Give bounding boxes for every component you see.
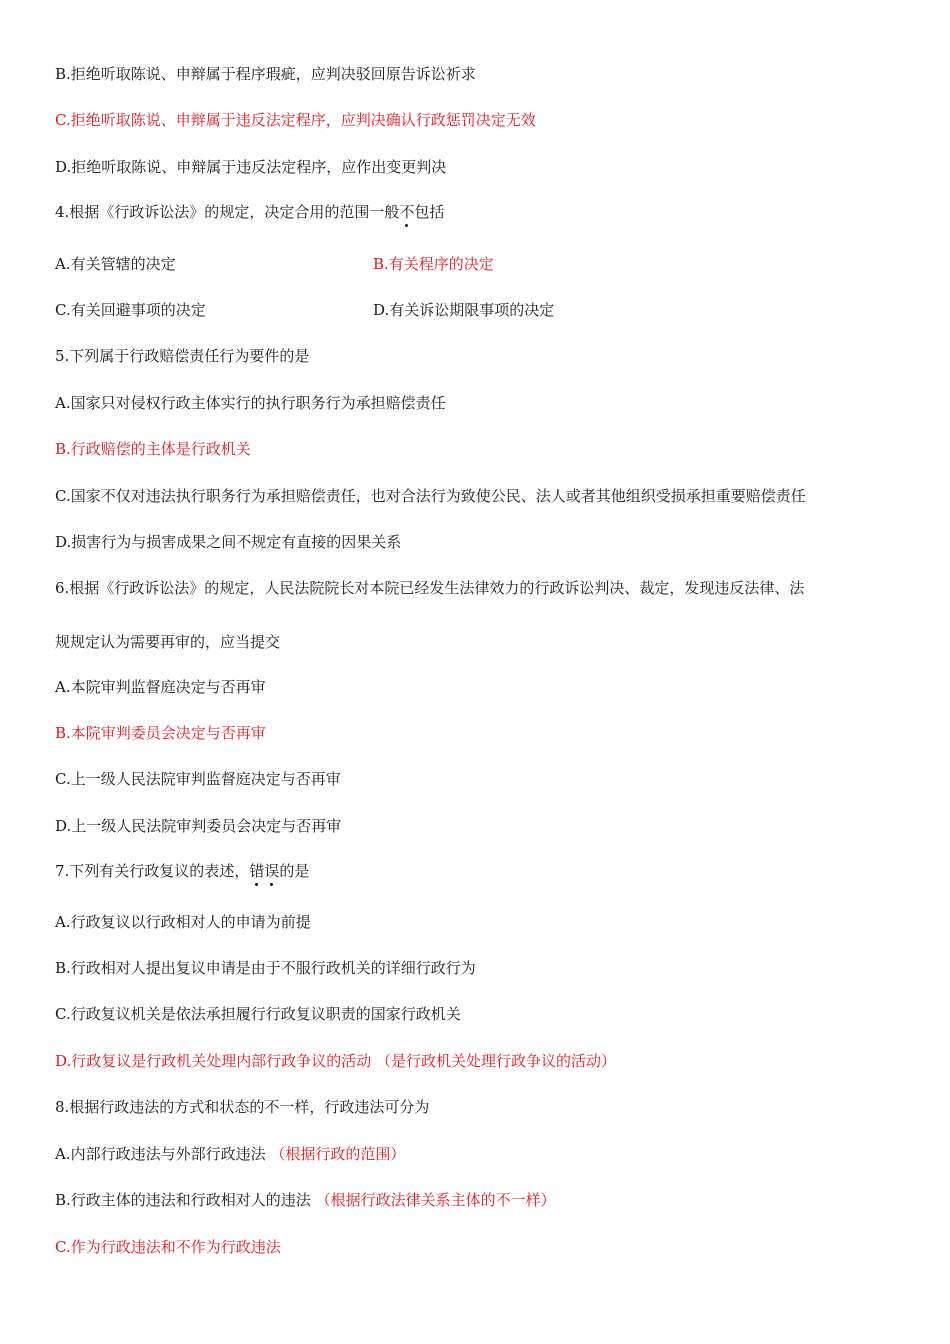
q3-option-c-answer: C.拒绝听取陈说、申辩属于违反法定程序，应判决确认行政惩罚决定无效 [55, 111, 536, 129]
q6-stem-line1: 6.根据《行政诉讼法》的规定，人民法院院长对本院已经发生法律效力的行政诉讼判决、裁定，发现违反法律、法 [55, 579, 805, 597]
q8-option-b-note: （根据行政法律关系主体的不一样） [315, 1191, 556, 1209]
q5-option-b-answer: B.行政赔偿的主体是行政机关 [55, 440, 251, 458]
q8-option-a [55, 1144, 405, 1164]
q8-option-b-text: B.行政主体的违法和行政相对人的违法 [55, 1191, 311, 1209]
q4-option-a: A.有关管辖的决定 [55, 255, 176, 273]
q7-stem-emphasis-1: 错 [249, 862, 265, 880]
q5-option-c: C.国家不仅对违法执行职务行为承担赔偿责任，也对合法行为致使公民、法人或者其他组织受损承担重要赔偿责任 [55, 487, 806, 505]
q5-stem: 5.下列属于行政赔偿责任行为要件的是 [55, 347, 310, 365]
q5-option-d: D.损害行为与损害成果之间不规定有直接的因果关系 [55, 533, 402, 551]
q7-option-c: C.行政复议机关是依法承担履行行政复议职责的国家行政机关 [55, 1005, 461, 1023]
q4-option-c: C.有关回避事项的决定 [55, 301, 206, 319]
q7-stem-text: 7.下列有关行政复议的表述， [55, 862, 250, 880]
q7-stem-tail: 的是 [279, 862, 310, 880]
q4-stem-text: 4.根据《行政诉讼法》的规定，决定合用的范围一般 [55, 203, 400, 221]
q8-option-a-note: （根据行政的范围） [270, 1145, 406, 1163]
q4-stem [55, 202, 444, 222]
q4-option-b-answer: B.有关程序的决定 [373, 255, 494, 273]
q7-option-a: A.行政复议以行政相对人的申请为前提 [55, 913, 311, 931]
q7-option-d-answer: D.行政复议是行政机关处理内部行政争议的活动 （是行政机关处理行政争议的活动） [55, 1052, 617, 1070]
q6-option-c: C.上一级人民法院审判监督庭决定与否再审 [55, 770, 341, 788]
q4-option-d: D.有关诉讼期限事项的决定 [373, 301, 555, 319]
q8-stem: 8.根据行政违法的方式和状态的不一样，行政违法可分为 [55, 1098, 430, 1116]
q5-option-a: A.国家只对侵权行政主体实行的执行职务行为承担赔偿责任 [55, 394, 446, 412]
q6-stem-line2: 规规定认为需要再审的，应当提交 [55, 633, 281, 651]
q4-stem-tail: 包括 [414, 203, 445, 221]
q3-option-d: D.拒绝听取陈说、申辩属于违反法定程序，应作出变更判决 [55, 158, 447, 176]
q8-option-b [55, 1190, 556, 1210]
q6-option-d: D.上一级人民法院审判委员会决定与否再审 [55, 817, 342, 835]
q4-stem-emphasis: 不 [399, 203, 415, 221]
q7-option-b: B.行政相对人提出复议申请是由于不服行政机关的详细行政行为 [55, 959, 476, 977]
q8-option-c-answer: C.作为行政违法和不作为行政违法 [55, 1238, 281, 1256]
q7-stem-emphasis-2: 误 [264, 862, 280, 880]
q8-option-a-text: A.内部行政违法与外部行政违法 [55, 1145, 266, 1163]
q6-option-a: A.本院审判监督庭决定与否再审 [55, 678, 266, 696]
q6-option-b-answer: B.本院审判委员会决定与否再审 [55, 724, 266, 742]
q3-option-b: B.拒绝听取陈说、申辩属于程序瑕疵，应判决驳回原告诉讼祈求 [55, 65, 476, 83]
q7-stem [55, 861, 309, 881]
